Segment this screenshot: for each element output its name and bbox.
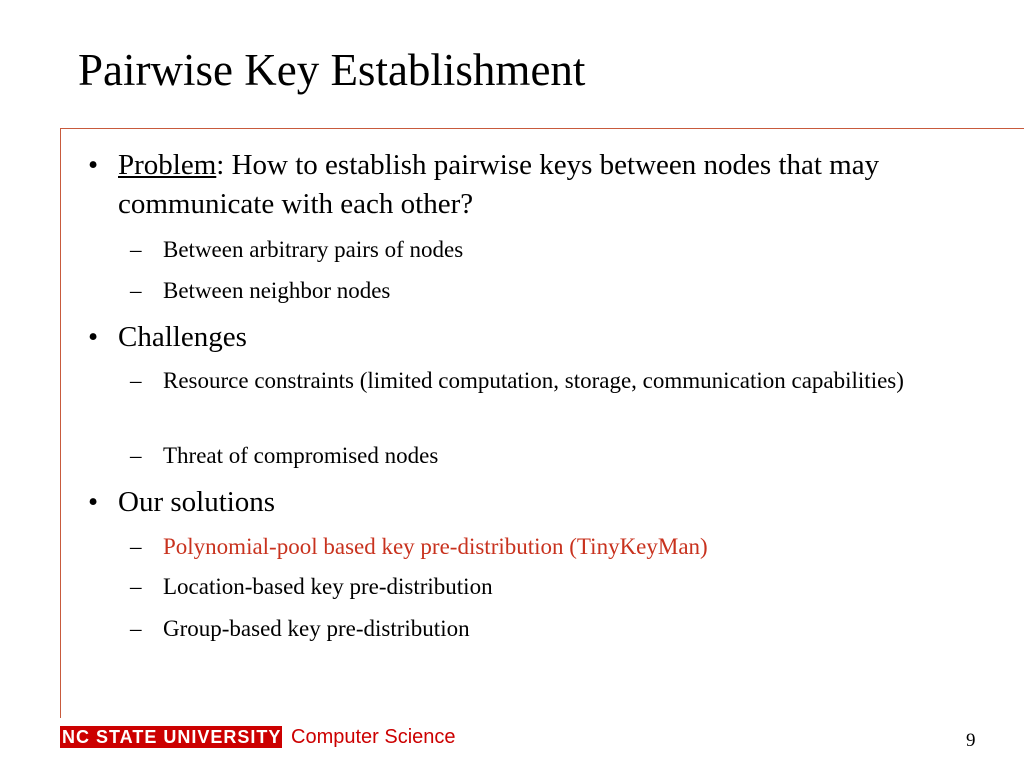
sub-item — [130, 440, 970, 471]
sub-marker: – — [130, 368, 142, 393]
sub-marker: – — [130, 534, 142, 559]
sub-item-text: Between arbitrary pairs of nodes — [163, 237, 464, 262]
bullet-solutions-text: Our solutions — [118, 486, 276, 518]
bullet-solutions — [88, 483, 978, 523]
sub-item-highlighted — [130, 531, 970, 562]
sub-item-text: Polynomial-pool based key pre-distribution (TinyKeyMan) — [163, 534, 708, 559]
sub-item — [130, 571, 970, 602]
bullet-marker: • — [88, 486, 99, 518]
university-logo: NC STATE UNIVERSITY — [62, 727, 282, 747]
bullet-challenges-text: Challenges — [118, 321, 247, 353]
bullet-challenges — [88, 318, 978, 358]
sub-item-text: Threat of compromised nodes — [163, 443, 439, 468]
sub-item — [130, 613, 970, 644]
bullet-marker: • — [88, 321, 99, 353]
sub-marker: – — [130, 443, 142, 468]
bullet-problem — [88, 146, 978, 226]
sub-marker: – — [130, 278, 142, 303]
sub-marker: – — [130, 616, 142, 641]
sub-item — [130, 275, 970, 306]
slide-title: Pairwise Key Establishment — [78, 45, 586, 95]
problem-label: Problem — [118, 149, 217, 181]
page-number: 9 — [966, 730, 976, 751]
sub-item-text: Resource constraints (limited computation, storage, communication capabilities) — [163, 368, 904, 393]
sub-marker: – — [130, 237, 142, 262]
sub-item — [130, 234, 970, 265]
sub-marker: – — [130, 574, 142, 599]
sub-item — [130, 365, 970, 427]
sub-item-text: Group-based key pre-distribution — [163, 616, 470, 641]
sub-item-text: Location-based key pre-distribution — [163, 574, 493, 599]
department-name: Computer Science — [291, 726, 456, 748]
problem-description: : How to establish pairwise keys between nodes that may communicate with each other? — [118, 149, 880, 220]
sub-item-text: Between neighbor nodes — [163, 278, 391, 303]
bullet-problem-text — [118, 146, 968, 224]
bullet-marker: • — [88, 149, 99, 181]
